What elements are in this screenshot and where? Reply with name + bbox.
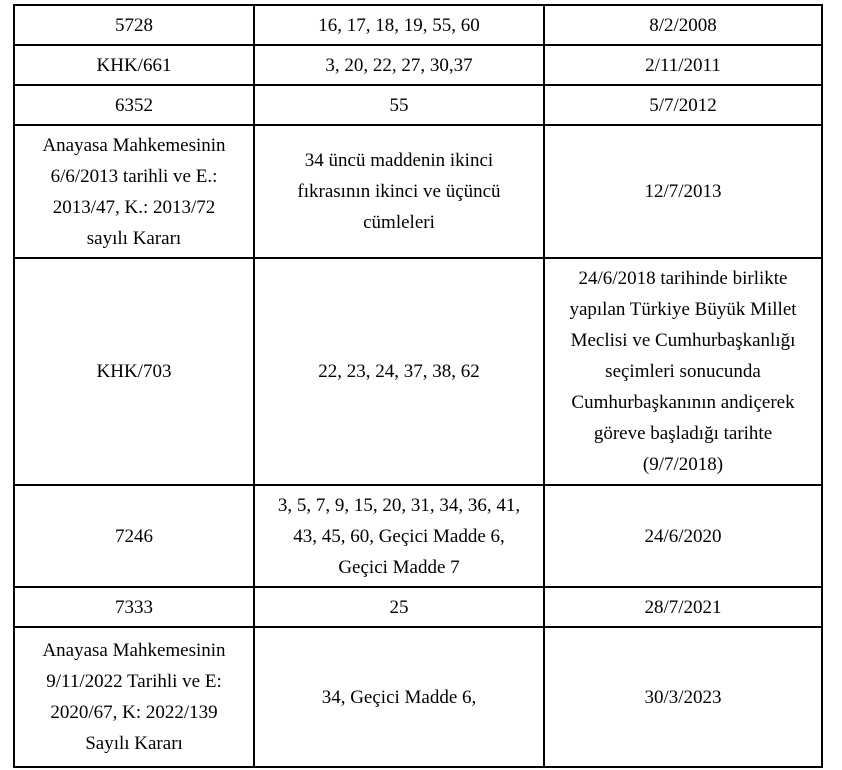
date-text: 8/2/2008 (649, 14, 717, 36)
date-cell (544, 485, 822, 587)
law-text: KHK/661 (96, 54, 172, 76)
date-cell (544, 125, 822, 258)
law-text: KHK/703 (96, 361, 172, 382)
articles-text: 55 (389, 94, 409, 116)
date-cell (544, 587, 822, 627)
date-cell (544, 85, 822, 125)
articles-cell (254, 85, 544, 125)
articles-cell (254, 45, 544, 85)
articles-cell (254, 125, 544, 258)
law-cell (14, 258, 254, 485)
date-cell (544, 627, 822, 767)
articles-text: 3, 20, 22, 27, 30,37 (325, 54, 473, 76)
law-cell (14, 485, 254, 587)
articles-text: 16, 17, 18, 19, 55, 60 (318, 14, 480, 36)
law-text: 7333 (115, 596, 153, 618)
law-text: Anayasa Mahkemesinin 9/11/2022 Tarihli ve E: 2020/67, K: 2022/139 Sayılı Kararı (42, 640, 226, 754)
date-text: 24/6/2018 tarihinde birlikte yapılan Türkiye Büyük Millet Meclisi ve Cumhurbaşkanlığı seçimleri sonucunda Cumhurbaşkanının andiçerek göreve başladığı tarihte (9/7/2018) (569, 268, 797, 475)
table-row (14, 85, 822, 125)
law-text: 7246 (115, 525, 153, 547)
table-row (14, 485, 822, 587)
articles-text: 22, 23, 24, 37, 38, 62 (318, 361, 480, 382)
date-text: 2/11/2011 (645, 54, 721, 76)
articles-text: 25 (389, 596, 409, 618)
articles-cell (254, 485, 544, 587)
articles-cell (254, 258, 544, 485)
table-row (14, 5, 822, 45)
amendments-table (13, 4, 823, 768)
date-text: 12/7/2013 (644, 181, 722, 202)
date-text: 28/7/2021 (644, 596, 722, 618)
law-cell (14, 627, 254, 767)
articles-text: 34 üncü maddenin ikinci fıkrasının ikinci ve üçüncü cümleleri (297, 150, 501, 233)
date-cell (544, 45, 822, 85)
articles-cell (254, 627, 544, 767)
date-text: 5/7/2012 (649, 94, 717, 116)
law-text: Anayasa Mahkemesinin 6/6/2013 tarihli ve E.: 2013/47, K.: 2013/72 sayılı Kararı (42, 134, 226, 249)
date-text: 24/6/2020 (644, 525, 722, 547)
articles-cell (254, 5, 544, 45)
date-cell (544, 5, 822, 45)
table-row (14, 258, 822, 485)
law-cell (14, 587, 254, 627)
law-cell (14, 125, 254, 258)
table-row (14, 125, 822, 258)
law-text: 6352 (115, 94, 153, 116)
table-row (14, 627, 822, 767)
table-row (14, 45, 822, 85)
date-text: 30/3/2023 (644, 686, 722, 708)
articles-cell (254, 587, 544, 627)
date-cell (544, 258, 822, 485)
law-cell (14, 85, 254, 125)
law-text: 5728 (115, 14, 153, 36)
law-cell (14, 45, 254, 85)
law-cell (14, 5, 254, 45)
articles-text: 34, Geçici Madde 6, (321, 686, 477, 708)
articles-text: 3, 5, 7, 9, 15, 20, 31, 34, 36, 41, 43, 45, 60, Geçici Madde 6, Geçici Madde 7 (277, 494, 521, 578)
table-row (14, 587, 822, 627)
